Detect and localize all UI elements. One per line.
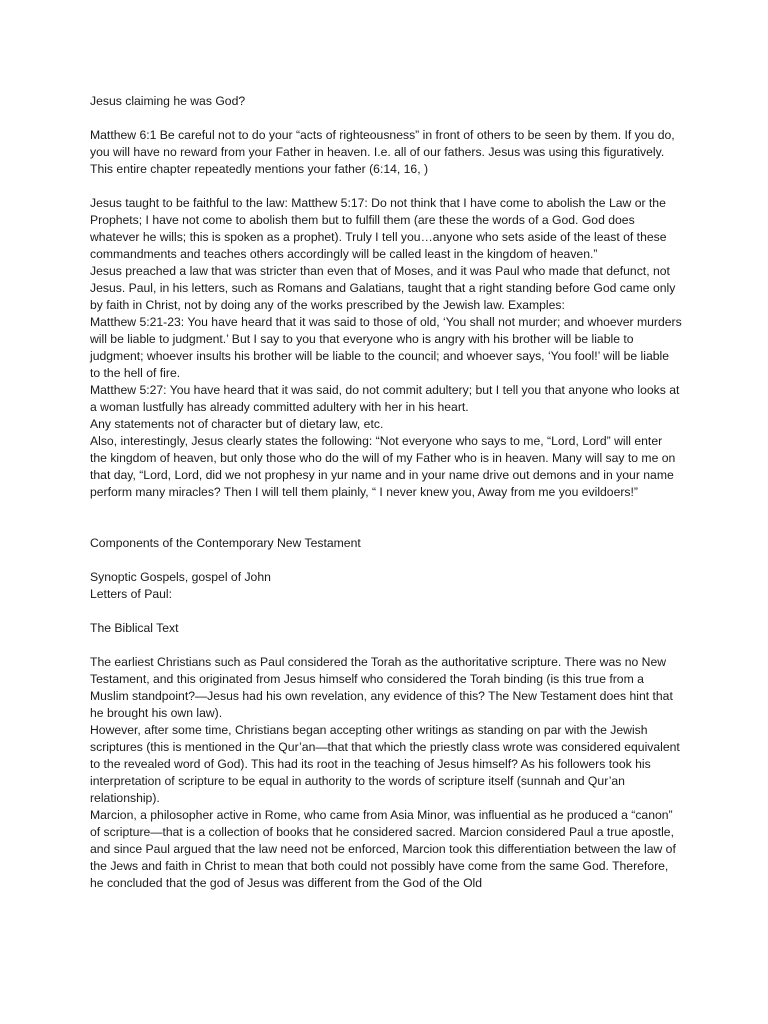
paragraph-lord-lord: Also, interestingly, Jesus clearly states the following: “Not everyone who says to me, “Lord, Lord” will enter the kingdom of heaven, but only those who do the will of my Father who is in heaven. Many will say to me on that day, “Lord, Lord, did we not prophesy in yur name and in your name drive out demons and in your name perform many miracles? Then I will tell them plainly, “ I never knew you, Away from me you evildoers!” [90, 434, 676, 499]
paragraph-faithful-to-law: Jesus taught to be faithful to the law: Matthew 5:17: Do not think that I have come to abolish the Law or the Prophets; I have not come to abolish them but to fulfill them (are these the words of a God. God does whatever he wills; this is spoken as a prophet). Truly I tell you…anyone who sets aside of the least of these commandments and teaches others accordingly will be called least in the kingdom of heaven.” [90, 196, 667, 261]
paragraph-earliest-christians: The earliest Christians such as Paul considered the Torah as the authoritative scripture. There was no New Testament, and this originated from Jesus himself who considered the Torah binding (is this true from a Muslim standpoint?—Jesus had his own revelation, any evidence of this? The New Testament does hint that he brought his own law). [90, 655, 673, 720]
spacer [90, 518, 682, 535]
components-list [90, 569, 682, 603]
list-item: Synoptic Gospels, gospel of John [90, 570, 271, 584]
paragraph-matthew-5-21: Matthew 5:21-23: You have heard that it was said to those of old, ‘You shall not murder; and whoever murders will be liable to judgment.’ But I say to you that everyone who is angry with his brother will be liable to judgment; whoever insults his brother will be liable to the council; and whoever says, ‘You fool!’ will be liable to the hell of fire. [90, 315, 682, 380]
paragraph-stricter-law: Jesus preached a law that was stricter than even that of Moses, and it was Paul who made that defunct, not Jesus. Paul, in his letters, such as Romans and Galatians, taught that a right standing before God came only by faith in Christ, not by doing any of the works prescribed by the Jewish law. Examples: [90, 264, 676, 312]
heading-biblical-text: The Biblical Text [90, 621, 179, 635]
paragraph-matthew-6: Matthew 6:1 Be careful not to do your “acts of righteousness” in front of others to be seen by them. If you do, you will have no reward from your Father in heaven. I.e. all of our fathers. Jesus was using this figuratively. This entire chapter repeatedly mentions your father (6:14, 16, ) [90, 128, 675, 176]
list-item: Letters of Paul: [90, 587, 172, 601]
heading-components: Components of the Contemporary New Testament [90, 536, 361, 550]
paragraph-other-writings: However, after some time, Christians began accepting other writings as standing on par with the Jewish scriptures (this is mentioned in the Qur’an—that that which the priestly class wrote was considered equivalent to the revealed word of God). This had its root in the teaching of Jesus himself? As his followers took his interpretation of scripture to be equal in authority to the words of scripture itself (sunnah and Qur’an relationship). [90, 723, 680, 805]
paragraph-dietary-law: Any statements not of character but of dietary law, etc. [90, 417, 384, 431]
paragraph-matthew-5-27: Matthew 5:27: You have heard that it was said, do not commit adultery; but I tell you that anyone who looks at a woman lustfully has already committed adultery with her in his heart. [90, 383, 680, 414]
heading-jesus-claiming-god: Jesus claiming he was God? [90, 94, 246, 108]
biblical-text-section [90, 654, 682, 892]
law-section [90, 195, 682, 501]
document-body [90, 93, 682, 892]
paragraph-marcion: Marcion, a philosopher active in Rome, who came from Asia Minor, was influential as he produced a “canon” of scripture—that is a collection of books that he considered sacred. Marcion considered Paul a true apostle, and since Paul argued that the law need not be enforced, Marcion took this differentiation between the law of the Jews and faith in Christ to mean that both could not possibly have come from the same God. Therefore, he concluded that the god of Jesus was different from the God of the Old [90, 808, 676, 890]
